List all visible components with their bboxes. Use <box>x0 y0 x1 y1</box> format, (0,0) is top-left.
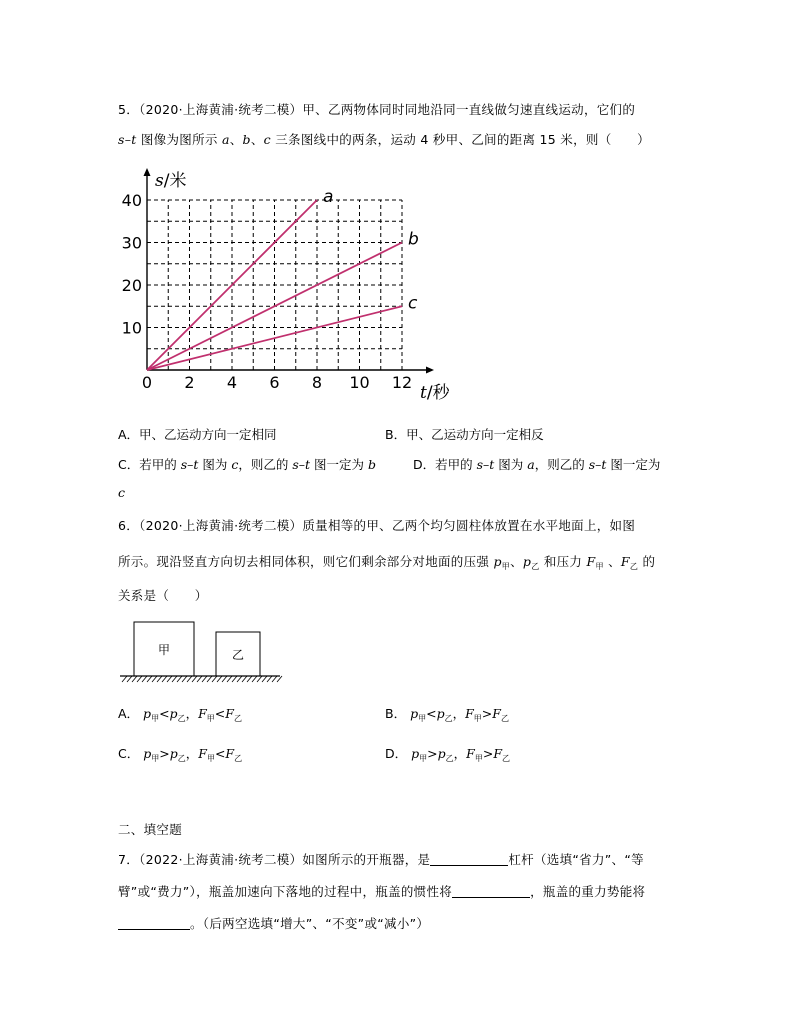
hatch-line <box>262 676 267 682</box>
p-symbol: p <box>436 706 445 721</box>
sub-jia: 甲 <box>473 714 482 723</box>
hatch-line <box>222 676 227 682</box>
var-a: a <box>527 457 535 472</box>
var-c: c <box>263 132 271 147</box>
f-symbol: F <box>620 554 630 569</box>
x-tick-label: 0 <box>141 373 153 392</box>
sub-jia: 甲 <box>474 754 483 763</box>
opt-text: 图一定为 <box>310 457 369 472</box>
q5-option-d[interactable] <box>413 455 660 473</box>
x-tick-label: 8 <box>311 373 323 392</box>
sub-yi: 乙 <box>177 714 186 723</box>
q5-text: 图像为图所示 <box>136 132 222 147</box>
hatch-line <box>277 676 282 682</box>
sub-jia: 甲 <box>151 714 160 723</box>
hatch-line <box>127 676 132 682</box>
hatch-line <box>202 676 207 682</box>
q7-line1 <box>118 850 644 868</box>
q7-line3 <box>118 914 429 932</box>
st-symbol: s–t <box>292 457 311 472</box>
hatch-line <box>132 676 137 682</box>
sub-jia: 甲 <box>595 562 604 571</box>
st-symbol: s–t <box>476 457 495 472</box>
sep: ， <box>185 746 199 761</box>
x-tick-label: 6 <box>269 373 280 392</box>
x-axis-label: t/秒 <box>420 383 450 403</box>
var-b: b <box>242 132 251 147</box>
opt-text: D．若甲的 <box>413 457 477 472</box>
sub-jia: 甲 <box>151 754 160 763</box>
blank-2[interactable] <box>452 885 530 898</box>
st-symbol: s–t <box>180 457 199 472</box>
q6-option-a[interactable] <box>118 704 242 724</box>
q5-text: 三条图线中的两条，运动 4 秒甲、乙间的距离 15 米，则（ ） <box>270 132 650 147</box>
hatch-line <box>152 676 157 682</box>
hatch-line <box>252 676 257 682</box>
series-label-b: b <box>408 229 419 250</box>
f-symbol: F <box>493 746 503 761</box>
y-tick-label: 10 <box>121 318 142 338</box>
hatch-line <box>217 676 222 682</box>
y-tick-label: 30 <box>121 233 142 253</box>
hatch-line <box>147 676 152 682</box>
sub-jia: 甲 <box>206 714 215 723</box>
relation: > <box>481 706 493 721</box>
hatch-line <box>187 676 192 682</box>
hatch-line <box>272 676 277 682</box>
q7-text: 7．（2022·上海黄浦·统考二模）如图所示的开瓶器，是 <box>118 852 431 867</box>
f-symbol: F <box>466 746 475 761</box>
sep: ， <box>452 706 466 721</box>
var-c: c <box>231 457 239 472</box>
q5-option-a[interactable]: A．甲、乙运动方向一定相同 <box>118 427 277 442</box>
opt-text: ，则乙的 <box>238 457 293 472</box>
y-axis-label: s/米 <box>155 171 187 191</box>
hatch-line <box>212 676 217 682</box>
chart-grid <box>147 200 402 370</box>
ground-hatch <box>122 676 282 682</box>
x-axis-arrow <box>426 367 434 374</box>
hatch-line <box>122 676 127 682</box>
hatch-line <box>197 676 202 682</box>
st-symbol: s–t <box>588 457 607 472</box>
q6-text: 的 <box>638 554 656 569</box>
st-graph <box>110 165 470 405</box>
sub-yi: 乙 <box>531 562 540 571</box>
chart-axes <box>144 168 435 374</box>
q7-text: 杠杆（选填“省力”、“等 <box>508 852 644 867</box>
relation: > <box>482 746 494 761</box>
q6-stem-line3: 关系是（ ） <box>118 588 208 603</box>
x-tick-label: 12 <box>391 373 413 392</box>
sep: 、 <box>510 554 523 569</box>
q6-option-b[interactable] <box>385 704 509 724</box>
sub-yi: 乙 <box>629 562 639 571</box>
relation: > <box>159 746 170 761</box>
sub-jia: 甲 <box>501 562 511 571</box>
hatch-line <box>257 676 262 682</box>
q6-text: 所示。现沿竖直方向切去相同体积，则它们剩余部分对地面的压强 <box>118 554 494 569</box>
opt-label: C． <box>118 746 140 761</box>
opt-label: B． <box>385 706 407 721</box>
cylinders-figure <box>118 618 288 688</box>
sub-jia: 甲 <box>419 754 428 763</box>
f-symbol: F <box>465 706 474 721</box>
f-symbol: F <box>586 554 596 569</box>
relation: < <box>214 706 226 721</box>
x-tick-label: 2 <box>184 373 195 392</box>
sep: 、 <box>250 132 264 147</box>
series-line-a <box>147 200 317 370</box>
sub-yi: 乙 <box>445 754 454 763</box>
p-symbol: p <box>411 746 420 761</box>
y-tick-label: 20 <box>121 276 142 295</box>
x-tick-label: 4 <box>226 373 238 392</box>
chart-labels <box>122 171 451 403</box>
hatch-line <box>177 676 182 682</box>
p-symbol: p <box>410 706 419 721</box>
sub-yi: 乙 <box>502 754 511 763</box>
opt-text: C．若甲的 <box>118 457 181 472</box>
sub-jia: 甲 <box>206 754 215 763</box>
q7-text: 。（后两空选填“增大”、“不变”或“减小”） <box>190 916 430 931</box>
hatch-line <box>207 676 212 682</box>
series-label-a: a <box>323 187 334 207</box>
hatch-line <box>232 676 237 682</box>
hatch-line <box>172 676 177 682</box>
q6-stem-line1: 6．（2020·上海黄浦·统考二模）质量相等的甲、乙两个均匀圆柱体放置在水平地面上，如图 <box>118 518 636 533</box>
series-label-c: c <box>408 293 418 314</box>
var-a: a <box>221 132 230 147</box>
f-symbol: F <box>492 706 501 721</box>
q5-stem-line2 <box>118 130 650 148</box>
hatch-line <box>192 676 197 682</box>
q7-text: ，瓶盖的重力势能将 <box>530 884 646 899</box>
sep: 、 <box>603 554 621 569</box>
opt-text: 图为 <box>494 457 528 472</box>
relation: < <box>214 746 226 761</box>
q5-option-d-cont: c <box>118 485 126 500</box>
blank-1[interactable] <box>430 853 508 866</box>
sub-yi: 乙 <box>500 714 509 723</box>
sep: ， <box>185 706 199 721</box>
p-symbol: p <box>143 746 152 761</box>
section-title: 二、填空题 <box>118 822 183 837</box>
q7-line2 <box>118 882 645 900</box>
hatch-line <box>237 676 242 682</box>
p-symbol: p <box>169 706 178 721</box>
p-symbol: p <box>522 554 532 569</box>
p-symbol: p <box>169 746 178 761</box>
f-symbol: F <box>225 706 234 721</box>
relation: > <box>427 746 438 761</box>
sep: 、 <box>229 132 243 147</box>
q7-text: 臂”或“费力”），瓶盖加速向下落地的过程中，瓶盖的惯性将 <box>118 884 453 899</box>
q5-option-c[interactable] <box>118 455 376 473</box>
q6-option-c[interactable] <box>118 744 242 764</box>
relation: < <box>426 706 437 721</box>
p-symbol: p <box>493 554 502 569</box>
var-b: b <box>368 457 377 472</box>
sub-yi: 乙 <box>177 754 186 763</box>
hatch-line <box>142 676 147 682</box>
q6-option-d[interactable] <box>385 744 510 764</box>
hatch-line <box>157 676 162 682</box>
hatch-line <box>167 676 172 682</box>
opt-text: 图一定为 <box>606 457 661 472</box>
p-symbol: p <box>143 706 152 721</box>
blank-3[interactable] <box>118 917 190 930</box>
sep: ， <box>453 746 467 761</box>
q6-stem-line2 <box>118 552 655 572</box>
p-symbol: p <box>437 746 446 761</box>
sub-yi: 乙 <box>233 714 242 723</box>
f-symbol: F <box>198 706 207 721</box>
hatch-line <box>162 676 167 682</box>
q5-option-b[interactable]: B．甲、乙运动方向一定相反 <box>385 427 544 442</box>
hatch-line <box>247 676 252 682</box>
sub-yi: 乙 <box>444 714 453 723</box>
f-symbol: F <box>198 746 207 761</box>
sub-jia: 甲 <box>418 714 427 723</box>
f-symbol: F <box>225 746 235 761</box>
sub-yi: 乙 <box>234 754 243 763</box>
hatch-line <box>227 676 232 682</box>
st-symbol: s–t <box>118 132 137 147</box>
q5-stem-line1: 5．（2020·上海黄浦·统考二模）甲、乙两物体同时同地沿同一直线做匀速直线运动，它们的 <box>118 102 636 117</box>
block-jia-label: 甲 <box>157 643 171 657</box>
y-axis-arrow <box>144 168 151 176</box>
opt-text: 图为 <box>198 457 232 472</box>
block-yi-label: 乙 <box>231 648 245 662</box>
relation: < <box>159 706 170 721</box>
y-tick-label: 40 <box>121 191 142 210</box>
hatch-line <box>267 676 272 682</box>
hatch-line <box>182 676 187 682</box>
hatch-line <box>137 676 142 682</box>
opt-text: ，则乙的 <box>534 457 589 472</box>
x-tick-label: 10 <box>349 373 370 392</box>
opt-label: A． <box>118 706 140 721</box>
q6-text: 和压力 <box>539 554 587 569</box>
opt-label: D． <box>385 746 408 761</box>
hatch-line <box>242 676 247 682</box>
